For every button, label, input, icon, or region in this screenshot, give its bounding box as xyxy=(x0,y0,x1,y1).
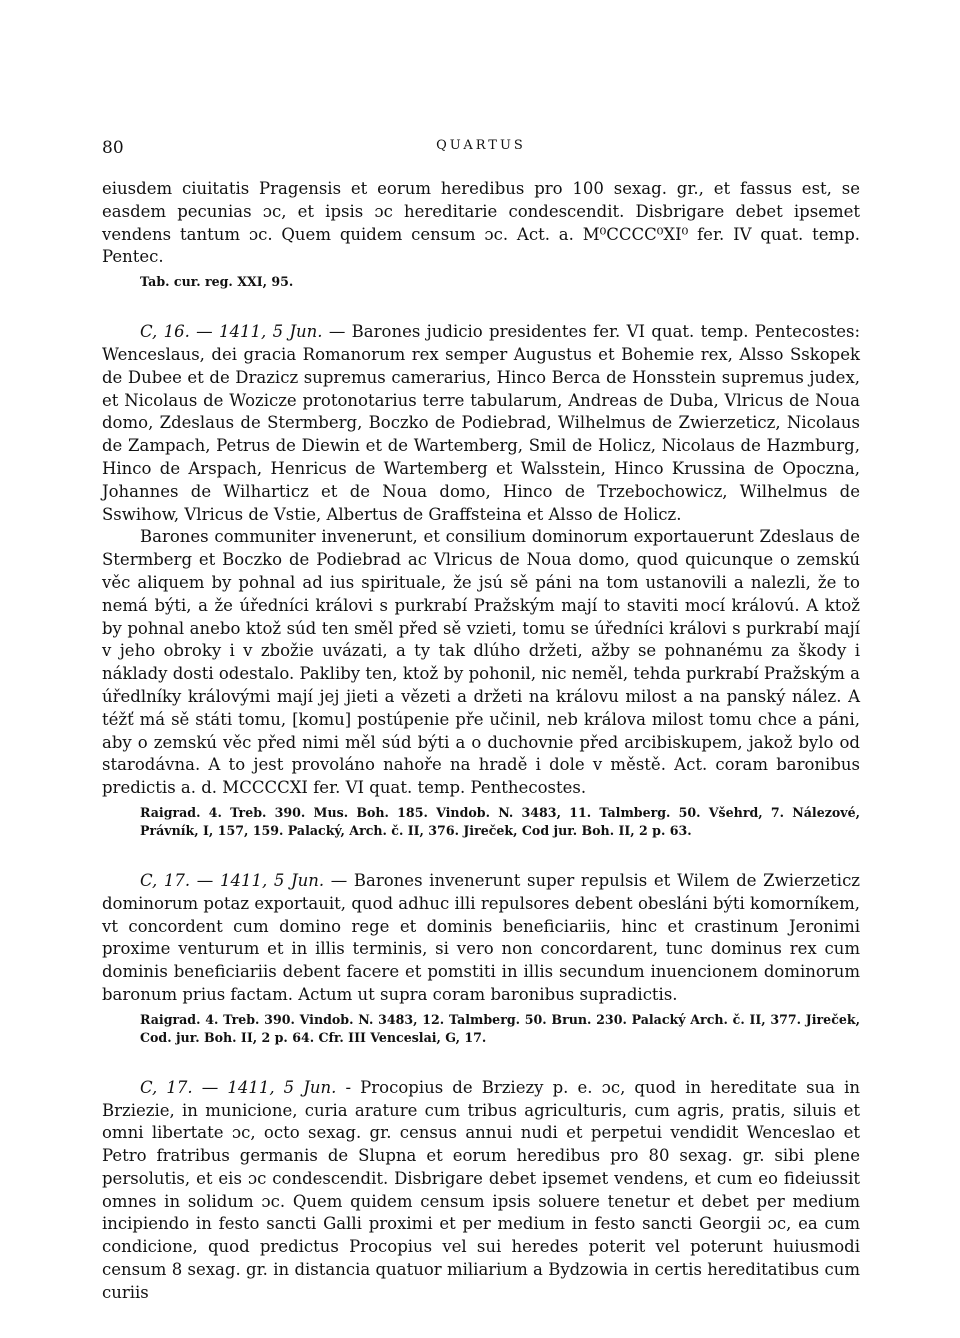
entry-paragraph xyxy=(102,321,860,526)
entry-paragraph xyxy=(102,1077,860,1305)
source-citation: Raigrad. 4. Treb. 390. Mus. Boh. 185. Vindob. N. 3483, 11. Talmberg. 50. Všehrd, 7. Nálezové, Právník, I, 157, 159. Palacký, Arch. č. II, 376. Jireček, Cod jur. Boh. II, 2 p. 63. xyxy=(140,804,860,838)
entry-text: - Procopius de Brziezy p. e. ɔc, quod in hereditate sua in Brziezie, in municione, curia arature cum tribus agriculturis, cum agris, pratis, siluis et omni libertate ɔc, octo sexag. gr. census annui nudi et perpetui vendidit Wenceslao et Petro fratribus germanis de Slupna et eorum heredibus pro 80 sexag. gr. sibi plene persolutis, et eis ɔc condescendit. Disbrigare debet ipsemet vendens, et cum eo fideiussit omnes in solidum ɔc. Quem quidem censum ipsis soluere tenetur et debet per medium incipiendo in festo sancti Galli proximi et per medium in festo sancti Georgii ɔc, ea cum condicione, quod predictus Procopius vel sui heredes poterit vel poterunt huiusmodi censum 8 sexag. gr. in distancia quatuor miliarium a Bydzowia in certis hereditatibus cum curiis xyxy=(102,1077,861,1302)
entry-c17b xyxy=(102,1077,860,1305)
entry-paragraph xyxy=(102,870,860,1007)
entry-text: — Barones invenerunt super repulsis et Wilem de Zwierzeticz dominorum potaz exportauit, quod adhuc illi repulsores debent obesláni býti komorníkem, vt concordent cum domino rege et dominis beneficiariis, hinc et crastinum Jeronimi proxime venturum et in illis terminis, si vero non concordarent, tunc dominus rex cum dominis beneficiariis debent facere et pomstiti in illis secundum inuencionem dominorum baronum prius factam. Actum ut supra coram baronibus supradictis. xyxy=(102,870,861,1004)
running-title: QUARTUS xyxy=(436,138,526,153)
entry-text: eiusdem ciuitatis Pragensis et eorum heredibus pro 100 sexag. gr., et fassus est, se easdem pecunias ɔc, et ipsis ɔc hereditarie condescendit. Disbrigare debet ipsemet vendens tantum ɔc. Quem quidem censum ɔc. Act. a. M⁰CCCC⁰XI⁰ fer. IV quat. temp. Pentec. xyxy=(102,179,860,267)
entry-heading: C, 17. — 1411, 5 Jun. xyxy=(140,870,325,890)
page-header xyxy=(102,138,860,164)
entry-heading: C, 17. — 1411, 5 Jun. xyxy=(140,1077,337,1097)
entry-c17a xyxy=(102,870,860,1047)
page-number: 80 xyxy=(102,138,124,158)
source-citation: Raigrad. 4. Treb. 390. Vindob. N. 3483, 12. Talmberg. 50. Brun. 230. Palacký Arch. č. II, 377. Jireček, Cod. jur. Boh. II, 2 p. 64. Cfr. III Venceslai, G, 17. xyxy=(140,1011,860,1045)
entry-heading: C, 16. — 1411, 5 Jun. xyxy=(140,322,323,342)
entry-text: — Barones judicio presidentes fer. VI quat. temp. Pentecostes: Wenceslaus, dei gracia Romanorum rex semper Augustus et Bohemie rex, Alsso Sskopek de Dubee et de Drazicz supremus camerarius, Hinco Berca de Honsstein supremus judex, et Nicolaus de Wozicze protonotarius terre tabularum, Andreas de Duba, Vlricus de Noua domo, Zdeslaus de Stermberg, Boczko de Podiebrad, Wilhelmus de Zwierzeticz, Nicolaus de Zampach, Petrus de Diewin et de Wartemberg, Smil de Holicz, Nicolaus de Hazmburg, Hinco de Arspach, Henricus de Wartemberg et Walsstein, Hinco Krussina de Opoczna, Johannes de Wilharticz et de Noua domo, Hinco de Trzebochowicz, Wilhelmus de Sswihow, Vlricus de Vstie, Albertus de Graffsteina et Alsso de Holicz. xyxy=(102,322,861,524)
entry-text-continued: Barones communiter invenerunt, et consilium dominorum exportauerunt Zdeslaus de Stermberg et Boczko de Podiebrad ac Vlricus de Noua domo, quod quicunque o zemskú věc aliquem by pohnal ad ius spirituale, že jsú sě páni na tom ustanovili a nalezli, že to nemá býti, a že úředníci královi s purkrabí Pražským mají to staviti mocí královú. A ktož by pohnal anebo ktož súd ten směl před sě vzieti, tomu se úředníci královi s purkrabí mají v jeho obroky i v zbožie uvázati, a ty tak dlúho držeti, ažby se pohnanému za škody i náklady dosti odestalo. Pakliby ten, ktož by pohonil, nic neměl, tehda purkrabí Pražským a úředlníky královými mají jej jieti a vězeti a držeti na královu milost a na panský nález. A téžť má sě státi tomu, [komu] postúpenie pře učinil, neb králova milost tomu chce a páni, aby o zemskú věc před nimi měl súd býti a o duchovnie před arcibiskupem, jakož bylo od starodávna. A to jest provoláno nahoře na hradě i dole v městě. Act. coram baronibus predictis a. d. MCCCCXI fer. VI quat. temp. Penthecostes. xyxy=(102,527,860,798)
body-text xyxy=(102,178,860,1305)
entry-c16 xyxy=(102,321,860,840)
source-citation: Tab. cur. reg. XXI, 95. xyxy=(140,274,294,290)
entry-continuation xyxy=(102,178,860,291)
